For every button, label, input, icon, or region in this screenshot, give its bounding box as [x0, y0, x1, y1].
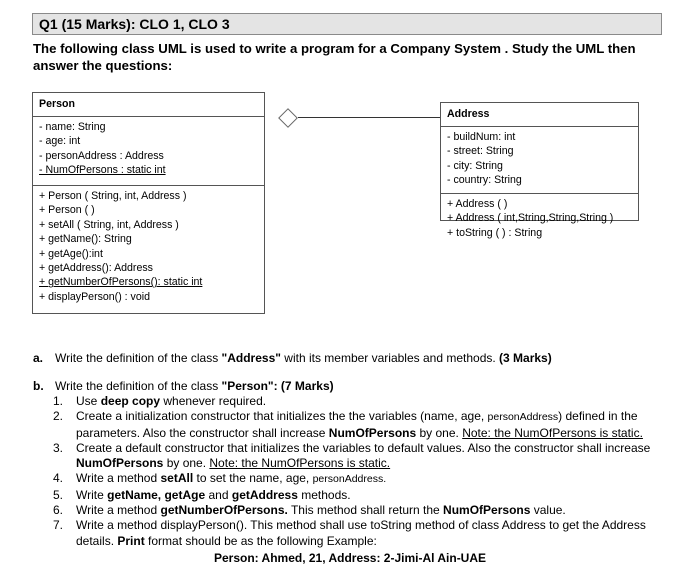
- requirements-list: [53, 394, 668, 549]
- intro-text: The following class UML is used to write a program for a Company System . Study the UML then answer the questions:: [33, 41, 636, 73]
- list-item: [53, 488, 668, 503]
- person-attr-static: - NumOfPersons : static int: [39, 164, 166, 177]
- item-number: 1.: [53, 394, 64, 408]
- item-number: 3.: [53, 440, 64, 455]
- person-attr: - personAddress : Address: [39, 149, 164, 162]
- question-a-text: Write the definition of the class: [55, 351, 222, 365]
- item-text: Create a default constructor that initializes the variables to default values. Also the constructor shall increase: [76, 440, 651, 455]
- item-bold: getName, getAge: [107, 487, 206, 502]
- person-attr: - age: int: [39, 135, 81, 148]
- question-header: Q1 (15 Marks): CLO 1, CLO 3: [32, 13, 662, 35]
- address-method: + Address ( int,String,String,String ): [447, 212, 614, 225]
- example-output: Person: Ahmed, 21, Address: 2-Jimi-Al Ain-UAE: [213, 551, 487, 565]
- item-text: by one.: [416, 425, 463, 440]
- item-text: whenever required.: [160, 394, 267, 408]
- person-method: + displayPerson() : void: [39, 290, 150, 303]
- address-class-title: Address: [441, 103, 638, 127]
- person-class-box: [32, 92, 265, 314]
- item-number: 5.: [53, 487, 64, 502]
- item-text: Write: [76, 487, 108, 502]
- question-a-text-2: with its member variables and methods.: [280, 351, 500, 365]
- item-text: ) defined in the parameters. Also the constructor shall increase: [76, 409, 638, 440]
- question-a-label: a.: [33, 351, 44, 365]
- item-small: personAddress.: [312, 473, 387, 486]
- question-b: [33, 378, 334, 394]
- person-method: + setAll ( String, int, Address ): [39, 218, 179, 231]
- address-attr: - buildNum: int: [447, 131, 516, 143]
- item-text: Write a method: [76, 503, 161, 518]
- item-text: Use: [76, 394, 101, 408]
- item-note: Note: the NumOfPersons is static.: [209, 456, 391, 471]
- list-item: [53, 471, 668, 487]
- item-note: Note: the NumOfPersons is static.: [462, 425, 643, 440]
- item-text: value.: [530, 503, 566, 518]
- aggregation-diamond: [278, 108, 298, 128]
- person-method: + getName(): String: [39, 233, 132, 246]
- address-attr: - street: String: [447, 145, 514, 158]
- question-b-class-marks: "Person": (7 Marks): [221, 379, 334, 393]
- item-number: 7.: [53, 518, 64, 533]
- item-bold: getNumberOfPersons.: [160, 503, 288, 518]
- item-bold: NumOfPersons: [328, 425, 417, 440]
- item-bold: NumOfPersons: [443, 503, 531, 518]
- list-item: [53, 394, 668, 409]
- item-text: and: [205, 487, 232, 502]
- item-text: Write a method displayPerson(). This method shall use toString method of class Address to get the Address details.: [76, 518, 646, 548]
- item-bold: setAll: [160, 471, 194, 486]
- item-text: format should be as the following Example:: [144, 533, 377, 548]
- person-method: + Person ( String, int, Address ): [39, 190, 187, 202]
- list-item: [53, 503, 668, 518]
- question-a-marks: (3 Marks): [499, 351, 552, 365]
- question-a: [33, 350, 552, 366]
- address-method: + toString ( ) : String: [447, 226, 543, 239]
- item-text: to set the name, age,: [193, 471, 313, 486]
- item-number: 4.: [53, 471, 64, 486]
- item-text: by one.: [163, 456, 210, 471]
- person-method: + Person ( ): [39, 204, 95, 217]
- person-attributes: [33, 117, 264, 185]
- item-number: 2.: [53, 409, 64, 424]
- item-bold: getAddress: [231, 487, 298, 502]
- item-bold: NumOfPersons: [76, 456, 164, 471]
- item-text: methods.: [297, 487, 351, 502]
- list-item: [53, 441, 668, 472]
- item-small: personAddress: [487, 411, 559, 424]
- question-b-text: Write the definition of the class: [55, 379, 222, 393]
- address-attr: - country: String: [447, 174, 522, 187]
- list-item: [53, 409, 668, 441]
- address-attr: - city: String: [447, 159, 503, 172]
- address-class-box: [440, 102, 639, 239]
- person-attr: - name: String: [39, 121, 106, 133]
- address-method: + Address ( ): [447, 198, 508, 210]
- association-line: [298, 117, 440, 118]
- item-bold: Print: [117, 533, 145, 548]
- address-attributes: [441, 127, 638, 193]
- item-text: This method shall return the: [287, 503, 444, 518]
- address-methods: [441, 193, 638, 243]
- person-methods: [33, 185, 264, 307]
- person-class-title: Person: [33, 93, 264, 117]
- question-b-label: b.: [33, 379, 44, 393]
- list-item: [53, 518, 668, 549]
- person-method-static: + getNumberOfPersons(): static int: [39, 276, 203, 289]
- person-method: + getAddress(): Address: [39, 262, 153, 275]
- item-text: Create a initialization constructor that initializes the the variables (name, age,: [76, 409, 488, 424]
- item-bold: deep copy: [100, 394, 161, 408]
- question-a-class: "Address": [221, 351, 281, 365]
- item-number: 6.: [53, 503, 64, 518]
- item-text: Write a method: [76, 471, 161, 486]
- person-method: + getAge():int: [39, 247, 103, 260]
